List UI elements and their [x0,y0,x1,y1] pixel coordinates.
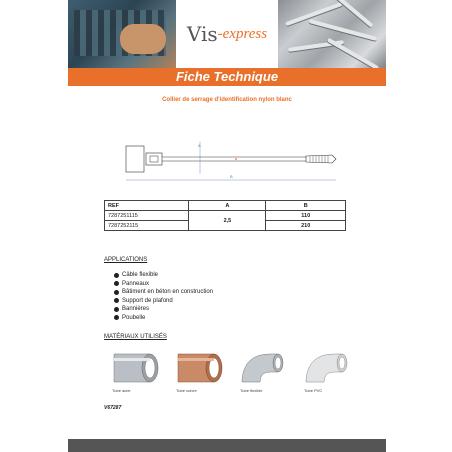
tie-head [126,146,144,172]
material-item [176,350,226,393]
toolbox-photo [68,0,176,68]
vis-express-logo [176,0,278,68]
material-label: Tube PVC [304,388,323,393]
document-code: V67287 [104,405,122,411]
list-item: Bâtiment en béton en construction [114,288,213,297]
col-header-b: B [266,201,346,211]
logo-accent-text: -express [217,25,268,42]
cell-ref: 7287251115 [105,211,189,221]
steel-tube-icon [112,350,162,386]
materials-row [112,350,354,393]
copper-tube-icon [176,350,226,386]
materials-title: MATÉRIAUX UTILISÉS [104,334,167,340]
flexible-tube-icon [240,350,290,386]
list-item: Poubelle [114,314,213,323]
product-name: Collier de serrage d'identification nylon blanc [162,97,292,103]
page-title-banner: Fiche Technique [68,68,386,86]
cell-a-merged: 2,5 [189,211,266,231]
applications-list [114,271,213,322]
list-item: Support de plafond [114,297,213,306]
bullet-icon [114,315,119,320]
footer-bar [68,439,386,452]
col-header-a: A [189,201,266,211]
bullet-icon [114,298,119,303]
spec-table [104,200,346,231]
bullet-icon [114,273,119,278]
cell-b: 210 [266,221,346,231]
list-item: Câble flexible [114,271,213,280]
col-header-ref: REF [105,201,189,211]
table-header-row [105,201,346,211]
dimension-a-label: A [198,143,201,148]
bullet-icon [114,281,119,286]
header [68,0,386,68]
bullet-icon [114,307,119,312]
cable-tie-drawing [120,140,350,186]
material-label: Tube acier [112,388,131,393]
material-item [304,350,354,393]
cell-b: 110 [266,211,346,221]
tie-serrated-tail [306,155,336,163]
dimension-b-label: B [230,174,233,179]
list-item: Bannières [114,305,213,314]
tie-tag [146,153,162,165]
cell-ref: 7287252115 [105,221,189,231]
table-row [105,211,346,221]
logo-main-text: Vis [186,22,218,46]
pvc-tube-icon [304,350,354,386]
applications-title: APPLICATIONS [104,257,148,263]
material-label: Tube flexible [240,388,263,393]
bullet-icon [114,290,119,295]
material-item [112,350,162,393]
material-label: Tube cuivre [176,388,197,393]
hand-shape [120,24,166,54]
material-item [240,350,290,393]
screws-photo [278,0,386,68]
list-item: Panneaux [114,280,213,289]
